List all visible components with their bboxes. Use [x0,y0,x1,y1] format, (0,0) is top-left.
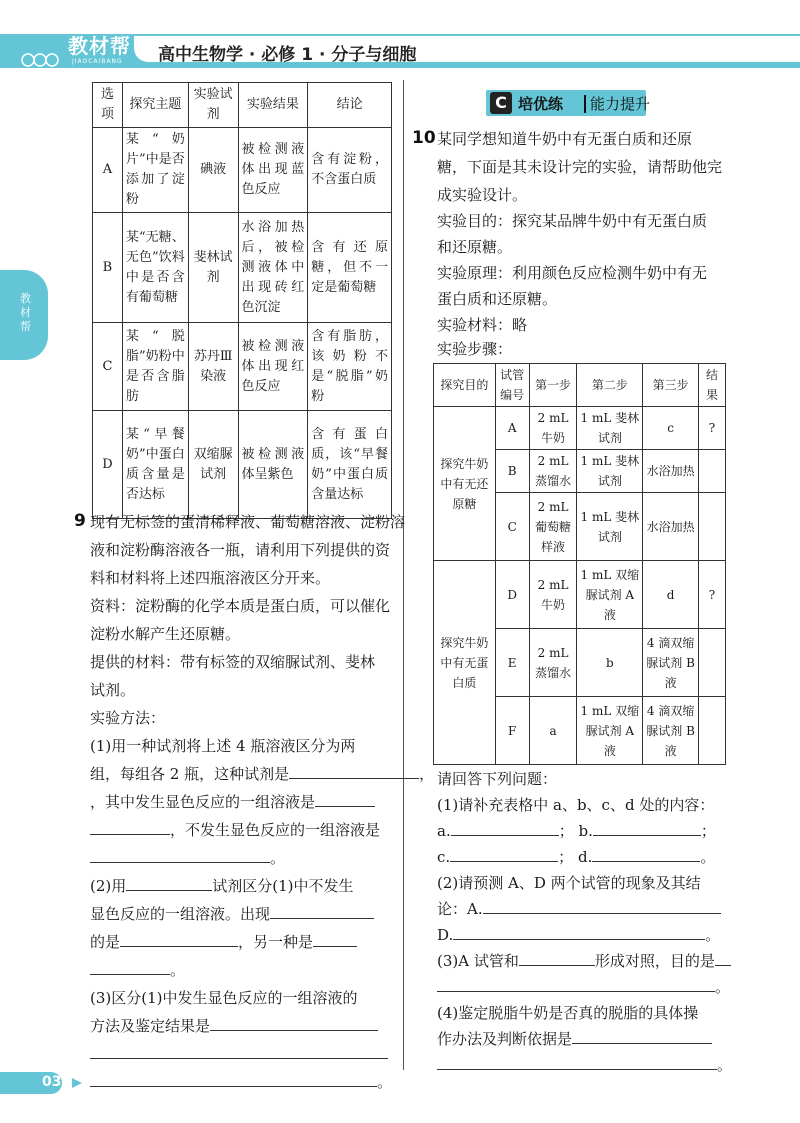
q10-part3-text: 形成对照，目的是 [594,952,715,970]
table-row [93,323,392,411]
section-letter: C [490,92,512,114]
header-cell: 试管编号 [495,364,529,407]
page-number: 034 [42,1074,72,1090]
step1-cell: a [529,697,577,765]
q9-line: 液和淀粉酶溶液各一瓶，请利用下列提供的资 [90,541,391,559]
step3-cell: d [643,561,699,629]
header-cell: 第三步 [643,364,699,407]
step2-cell: 1 mL 斐林试剂 [577,450,643,493]
q9-punct: 。 [377,1073,393,1091]
q9-part1-line [90,763,434,785]
result-cell: 被检测液体呈紫色 [238,411,308,519]
header-cell: 选项 [93,83,123,128]
q9-part3-line [90,1043,388,1065]
q9-line: 试剂。 [90,681,136,699]
q10-punct: 。 [717,1056,733,1074]
step3-cell: 4 滴双缩脲试剂 B 液 [643,629,699,697]
header-cell: 实验试剂 [188,83,238,128]
reagent-cell: 斐林试剂 [188,213,238,323]
answer-blank[interactable] [519,950,595,966]
answer-blank[interactable] [315,791,375,807]
q10-part2-text: 论：A. [437,900,483,918]
answer-blank[interactable] [126,875,212,891]
q9-part2-text: 显色反应的一组溶液。出现 [90,905,271,923]
tube-cell: A [495,407,529,450]
q10-punct: 。 [715,978,731,996]
q10-line: 实验目的：探究某品牌牛奶中有无蛋白质 [437,212,708,230]
step2-cell: 1 mL 双缩脲试剂 A 液 [577,697,643,765]
q9-part1-text: (1)用一种试剂将上述 4 瓶溶液区分为两 [90,737,356,755]
tube-cell: F [495,697,529,765]
answer-blank[interactable] [593,820,701,836]
q9-part3-line [90,1015,378,1037]
header-cell: 探究主题 [122,83,188,128]
result-cell: ? [699,561,726,629]
section-subtitle: 能力提升 [590,95,651,113]
q10-line: 实验步骤： [437,340,513,358]
q10-punct: ； [700,822,716,840]
tube-cell: E [495,629,529,697]
q9-line: 资料：淀粉酶的化学本质是蛋白质，可以催化 [90,597,391,615]
q9-part2-line [90,875,354,897]
q9-line: 现有无标签的蛋清稀释液、葡萄糖溶液、淀粉溶 [90,513,406,531]
header-cell: 第二步 [577,364,643,407]
result-cell [699,450,726,493]
answer-blank[interactable] [270,903,374,919]
q10-line: 蛋白质和还原糖。 [437,290,558,308]
step1-cell: 2 mL 牛奶 [529,561,577,629]
reagent-cell: 双缩脲试剂 [188,411,238,519]
q9-punct: ， [419,765,435,783]
answer-blank[interactable] [90,819,170,835]
question-number-9: 9 [74,511,86,531]
section-separator [584,95,586,113]
group-cell: 探究牛奶中有无蛋白质 [434,561,496,765]
q9-line: 淀粉水解产生还原糖。 [90,625,241,643]
table-row [93,411,392,519]
header-cell: 结果 [699,364,726,407]
table-row [434,561,726,629]
header-cell: 第一步 [529,364,577,407]
result-cell: 水浴加热后，被检测液体中出现砖红色沉淀 [238,213,308,323]
conclusion-cell: 含有蛋白质，该“早餐奶”中蛋白质含量达标 [308,411,392,519]
q10-part2-text: D. [437,926,454,944]
q10-part3-line [437,950,731,972]
q10-part2-line [437,924,720,946]
answer-blank[interactable] [90,959,170,975]
q10-part1-line [437,820,716,842]
q10-punct: 。 [705,926,721,944]
step2-cell: b [577,629,643,697]
table-header-row [93,83,392,128]
step1-cell: 2 mL 牛奶 [529,407,577,450]
topic-cell: 某“奶片”中是否添加了淀粉 [122,128,188,213]
tube-cell: C [495,493,529,561]
q10-part4-line [437,1028,712,1050]
step2-cell: 1 mL 斐林试剂 [577,407,643,450]
table-header-row [434,364,726,407]
q10-punct: 。 [700,848,716,866]
q10-part3-line [437,976,730,998]
reagent-cell: 碘液 [188,128,238,213]
q9-part1-text: ，其中发生显色反应的一组溶液是 [90,793,316,811]
q9-part1-line [90,847,285,869]
q9-line: 提供的材料：带有标签的双缩脲试剂、斐林 [90,653,376,671]
q10-part1-line [437,846,715,868]
q10-part4-text: (4)鉴定脱脂牛奶是否真的脱脂的具体操 [437,1004,699,1022]
brand-logo: 教材帮 [68,34,131,58]
answer-blank[interactable] [90,847,270,863]
answer-blank[interactable] [483,898,721,914]
topic-cell: 某“脱脂”奶粉中是否含脂肪 [122,323,188,411]
tube-cell: D [495,561,529,629]
option-cell: C [93,323,123,411]
blank-label: d. [577,848,593,866]
result-cell: ? [699,407,726,450]
q9-part3-text: 方法及鉴定结果是 [90,1017,211,1035]
q10-line: 实验原理：利用颜色反应检测牛奶中有无 [437,264,708,282]
q10-part4-line [437,1054,732,1076]
question-number-10: 10 [412,128,436,148]
q10-punct: ； [558,848,574,866]
answer-blank[interactable] [210,1015,378,1031]
q10-line: 实验材料：略 [437,316,528,334]
q10-part4-text: 作办法及判断依据是 [437,1030,573,1048]
step3-cell: c [643,407,699,450]
q9-part2-line [90,959,185,981]
rings-icon [20,52,60,68]
step2-cell: 1 mL 双缩脲试剂 A 液 [577,561,643,629]
answer-blank[interactable] [450,846,558,862]
q10-part2-line [437,898,721,920]
q10-line: 成实验设计。 [437,186,528,204]
answer-blank[interactable] [451,820,559,836]
step1-cell: 2 mL 蒸馏水 [529,450,577,493]
step2-cell: 1 mL 斐林试剂 [577,493,643,561]
conclusion-cell: 含有淀粉，不含蛋白质 [308,128,392,213]
reagent-cell: 苏丹Ⅲ染液 [188,323,238,411]
q9-part2-line [90,903,374,925]
header-cell: 实验结果 [238,83,308,128]
result-cell [699,697,726,765]
table-experiment-steps [433,363,726,765]
q9-part2-text: 的是 [90,933,121,951]
option-cell: B [93,213,123,323]
q9-part3-text: (3)区分(1)中发生显色反应的一组溶液的 [90,989,358,1007]
q9-punct: 。 [170,961,186,979]
section-title: 培优练 [518,95,564,113]
table-row [93,128,392,213]
answer-blank[interactable] [437,1054,717,1070]
table-experiment-options [92,82,392,519]
column-divider [403,80,404,1070]
brand-subtitle: JIAOCAIBANG [72,58,123,65]
side-tab-label: 教材帮 [20,292,31,333]
blank-label: b. [578,822,593,840]
step3-cell: 水浴加热 [643,450,699,493]
step1-cell: 2 mL 蒸馏水 [529,629,577,697]
book-title: 高中生物学 · 必修 1 · 分子与细胞 [158,45,417,65]
q10-line: 某同学想知道牛奶中有无蛋白质和还原 [437,130,693,148]
answer-blank[interactable] [120,931,238,947]
header-cell: 探究目的 [434,364,496,407]
q10-ask: 请回答下列问题： [437,770,558,788]
answer-blank[interactable] [437,976,715,992]
result-cell [699,493,726,561]
q9-line: 料和材料将上述四瓶溶液区分开来。 [90,569,331,587]
answer-blank[interactable] [289,763,419,779]
blank-label: a. [437,822,451,840]
q10-part3-text: (3)A 试管和 [437,952,519,970]
conclusion-cell: 含有脂肪，该奶粉不是“脱脂”奶粉 [308,323,392,411]
option-cell: A [93,128,123,213]
q9-part2-text: ，另一种是 [238,933,314,951]
answer-blank[interactable] [90,1071,377,1087]
result-cell: 被检测液体出现蓝色反应 [238,128,308,213]
header-cell: 结论 [308,83,392,128]
q9-part1-text: ，不发生显色反应的一组溶液是 [170,821,381,839]
q9-part2-text: (2)用 [90,877,127,895]
q10-punct: ； [558,822,574,840]
blank-label: c. [437,848,451,866]
tube-cell: B [495,450,529,493]
answer-blank[interactable] [90,1043,388,1059]
q9-part3-line [90,1071,393,1093]
group-cell: 探究牛奶中有无还原糖 [434,407,496,561]
table-row [93,213,392,323]
q9-part2-text: 试剂区分(1)中不发生 [212,877,354,895]
q10-line: 糖，下面是其未设计完的实验，请帮助他完 [437,158,723,176]
q9-part2-line [90,931,357,953]
step3-cell: 水浴加热 [643,493,699,561]
answer-blank[interactable] [572,1028,712,1044]
result-cell: 被检测液体出现红色反应 [238,323,308,411]
q9-part1-line [90,791,375,813]
q9-punct: 。 [270,849,286,867]
arrow-icon [70,1076,84,1090]
q9-part1-line [90,819,380,841]
step1-cell: 2 mL 葡萄糖样液 [529,493,577,561]
option-cell: D [93,411,123,519]
q9-part1-text: 组，每组各 2 瓶，这种试剂是 [90,765,290,783]
q9-line: 实验方法： [90,709,166,727]
answer-blank[interactable] [715,950,731,966]
step3-cell: 4 滴双缩脲试剂 B 液 [643,697,699,765]
answer-blank[interactable] [592,846,700,862]
conclusion-cell: 含有还原糖，但不一定是葡萄糖 [308,213,392,323]
answer-blank[interactable] [313,931,357,947]
q10-line: 和还原糖。 [437,238,513,256]
topic-cell: 某“无糖、无色”饮料中是否含有葡萄糖 [122,213,188,323]
table-row [434,407,726,450]
answer-blank[interactable] [453,924,705,940]
q10-part2-text: (2)请预测 A、D 两个试管的现象及其结 [437,874,701,892]
q10-part1-text: (1)请补充表格中 a、b、c、d 处的内容： [437,796,715,814]
result-cell [699,629,726,697]
topic-cell: 某“早餐奶”中蛋白质含量是否达标 [122,411,188,519]
